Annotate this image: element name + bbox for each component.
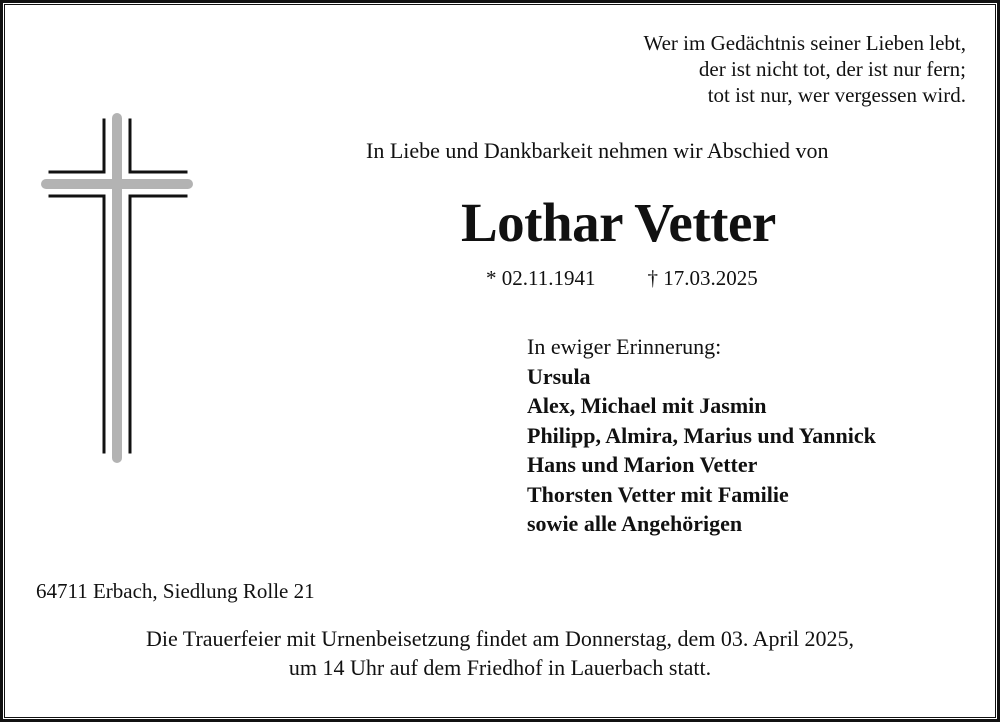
birth-date: * 02.11.1941 — [486, 266, 596, 290]
mourners-list — [527, 332, 876, 539]
cross-icon — [40, 112, 200, 472]
mourner-name: Ursula — [527, 363, 591, 389]
service-line: um 14 Uhr auf dem Friedhof in Lauerbach statt. — [288, 655, 712, 680]
family-address: 64711 Erbach, Siedlung Rolle 21 — [36, 579, 315, 603]
farewell-intro: In Liebe und Dankbarkeit nehmen wir Abschied von — [366, 138, 829, 163]
deceased-name: Lothar Vetter — [461, 192, 776, 253]
mourner-name: Thorsten Vetter mit Familie — [527, 481, 789, 507]
memorial-quote — [643, 30, 966, 108]
mourners-heading: In ewiger Erinnerung: — [527, 334, 722, 359]
service-line: Die Trauerfeier mit Urnenbeisetzung findet am Donnerstag, dem 03. April 2025, — [145, 626, 855, 651]
funeral-service-info — [0, 624, 1000, 682]
death-date: † 17.03.2025 — [647, 266, 758, 290]
quote-line: tot ist nur, wer vergessen wird. — [707, 83, 966, 107]
quote-line: der ist nicht tot, der ist nur fern; — [698, 57, 966, 81]
mourner-name: sowie alle Angehörigen — [527, 511, 743, 536]
mourner-name: Hans und Marion Vetter — [527, 452, 758, 477]
mourner-name: Philipp, Almira, Marius und Yannick — [527, 422, 876, 448]
life-dates — [486, 266, 758, 291]
mourner-name: Alex, Michael mit Jasmin — [527, 393, 767, 418]
quote-line: Wer im Gedächtnis seiner Lieben lebt, — [643, 31, 966, 55]
